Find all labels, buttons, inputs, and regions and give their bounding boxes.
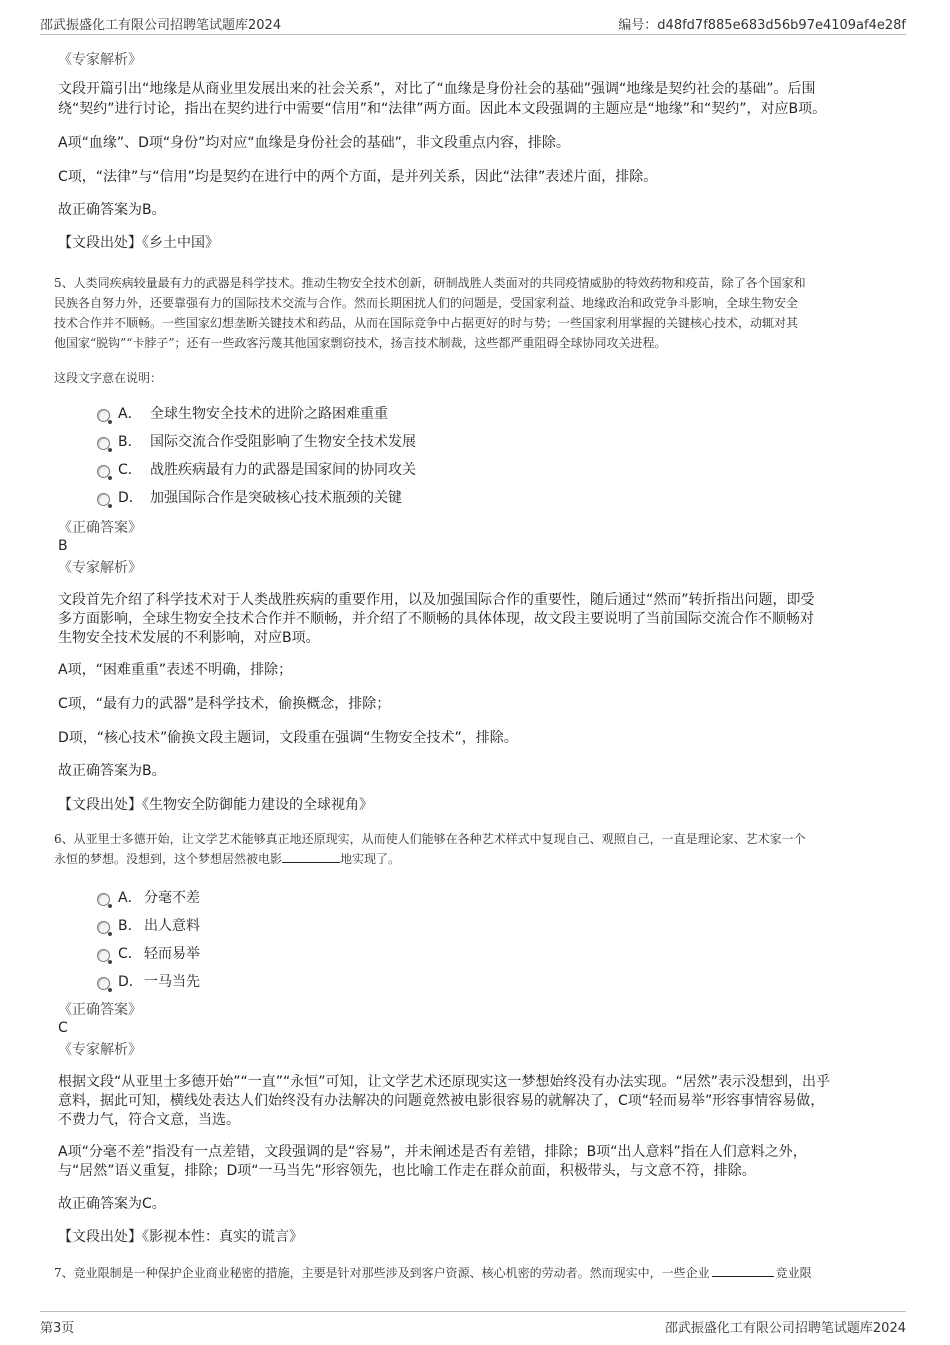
- option-c-analysis: C项，“最有力的武器”是科学技术，偷换概念，排除；: [58, 696, 391, 712]
- page-footer: [40, 1311, 906, 1334]
- stem-text: 永恒的梦想。没想到，这个梦想居然被电影: [54, 852, 283, 866]
- option-a[interactable]: [96, 403, 388, 423]
- radio-button[interactable]: [97, 437, 110, 450]
- conclusion: 故正确答案为C。: [58, 1196, 166, 1212]
- stem-text: 地实现了。: [340, 852, 401, 866]
- options-analysis-line: 与“居然”语义重复，排除；D项“一马当先”形容领先，也比喻工作走在群众前面，积极带头，与文意不符，排除。: [58, 1163, 756, 1179]
- question-stem-line: 5、人类同疾病较量最有力的武器是科学技术。推动生物安全技术创新，研制战胜人类面对的共同疫情威胁的特效药物和疫苗，除了各个国家和: [54, 276, 806, 290]
- conclusion: 故正确答案为B。: [58, 763, 166, 779]
- option-a[interactable]: [96, 887, 200, 907]
- correct-answer: C: [58, 1020, 68, 1036]
- option-text: 出人意料: [144, 918, 200, 934]
- option-letter: C．: [118, 462, 142, 478]
- correct-answer: B: [58, 538, 68, 554]
- option-text: 分毫不差: [144, 890, 200, 906]
- fill-blank: [282, 850, 340, 863]
- option-letter: B．: [118, 918, 142, 934]
- option-letter: A．: [118, 406, 142, 422]
- option-letter: B．: [118, 434, 142, 450]
- option-letter: A．: [118, 890, 142, 906]
- fill-blank: [712, 1264, 774, 1277]
- analysis-line: 文段开篇引出“地缘是从商业里发展出来的社会关系”，对比了“血缘是身份社会的基础”强调“地缘是契约社会的基础”。后围: [58, 81, 816, 97]
- option-c[interactable]: [96, 459, 416, 479]
- analysis-line: 不费力气，符合文意，当选。: [58, 1112, 240, 1128]
- analysis-line: 根据文段“从亚里士多德开始”“一直”“永恒”可知，让文学艺术还原现实这一梦想始终没有办法实现。“居然”表示没想到，出乎: [58, 1074, 831, 1090]
- analysis-line: 文段首先介绍了科学技术对于人类战胜疾病的重要作用，以及加强国际合作的重要性，随后通过“然而”转折指出问题，即受: [58, 592, 815, 608]
- option-c-analysis: C项，“法律”与“信用”均是契约在进行中的两个方面，是并列关系，因此“法律”表述片面，排除。: [58, 169, 658, 185]
- option-a-analysis: A项“血缘”、D项“身份”均对应“血缘是身份社会的基础”，非文段重点内容，排除。: [58, 135, 570, 151]
- question-stem-line: 6、从亚里士多德开始，让文学艺术能够真正地还原现实，从而使人们能够在各种艺术样式中复现自己、观照自己，一直是理论家、艺术家一个: [54, 832, 806, 846]
- option-text: 战胜疾病最有力的武器是国家间的协同攻关: [150, 462, 416, 478]
- option-letter: D．: [118, 974, 143, 990]
- option-d[interactable]: [96, 487, 402, 507]
- option-b[interactable]: [96, 431, 416, 451]
- source: 【文段出处】《乡土中国》: [58, 235, 219, 251]
- option-d-analysis: D项，“核心技术”偷换文段主题词，文段重在强调“生物安全技术”，排除。: [58, 730, 518, 746]
- stem-text: 7、竞业限制是一种保护企业商业秘密的措施，主要是针对那些涉及到客户资源、核心机密的劳动者。然而现实中，一些企业: [54, 1266, 710, 1280]
- option-letter: C．: [118, 946, 142, 962]
- expert-analysis-label: 《专家解析》: [58, 52, 142, 68]
- options-analysis-line: A项“分毫不差”指没有一点差错，文段强调的是“容易”，并未阐述是否有差错，排除；B项“出人意料”指在人们意料之外，: [58, 1144, 807, 1160]
- radio-button[interactable]: [97, 977, 110, 990]
- header-company: 邵武振盛化工有限公司招聘笔试题库2024: [40, 18, 282, 33]
- analysis-line: 多方面影响，全球生物安全技术合作并不顺畅，并介绍了不顺畅的具体体现，故文段主要说明了当前国际交流合作不顺畅对: [58, 611, 814, 627]
- question-stem-line: 他国家“脱钩”“卡脖子”；还有一些政客污蔑其他国家剽窃技术，扬言技术制裁，这些都严重阻碍全球协同攻关进程。: [54, 336, 667, 350]
- radio-button[interactable]: [97, 921, 110, 934]
- expert-analysis-label: 《专家解析》: [58, 1042, 142, 1058]
- option-text: 加强国际合作是突破核心技术瓶颈的关键: [150, 490, 402, 506]
- footer-company: 邵武振盛化工有限公司招聘笔试题库2024: [664, 1321, 906, 1336]
- option-letter: D．: [118, 490, 143, 506]
- radio-button[interactable]: [97, 409, 110, 422]
- question-stem-line: [54, 1263, 812, 1284]
- header-code: 编号：d48fd7f885e683d56b97e4109af4e28f: [618, 18, 906, 33]
- radio-button[interactable]: [97, 893, 110, 906]
- option-text: 国际交流合作受阻影响了生物安全技术发展: [150, 434, 416, 450]
- question-stem-line: [54, 849, 400, 870]
- stem-text: 竞业限: [775, 1266, 812, 1280]
- option-c[interactable]: [96, 943, 200, 963]
- source: 【文段出处】《生物安全防御能力建设的全球视角》: [58, 797, 373, 813]
- expert-analysis-label: 《专家解析》: [58, 560, 142, 576]
- radio-button[interactable]: [97, 493, 110, 506]
- conclusion: 故正确答案为B。: [58, 202, 166, 218]
- option-a-analysis: A项，“困难重重”表述不明确，排除；: [58, 662, 293, 678]
- analysis-line: 生物安全技术发展的不利影响，对应B项。: [58, 630, 320, 646]
- analysis-line: 意料，据此可知，横线处表达人们始终没有办法解决的问题竟然被电影很容易的就解决了，C项“轻而易举”形容事情容易做，: [58, 1093, 825, 1109]
- radio-button[interactable]: [97, 465, 110, 478]
- source: 【文段出处】《影视本性：真实的谎言》: [58, 1229, 303, 1245]
- radio-button[interactable]: [97, 949, 110, 962]
- question-stem-line: 技术合作并不顺畅。一些国家幻想垄断关键技术和药品，从而在国际竞争中占据更好的时与势；一些国家利用掌握的关键核心技术，动辄对其: [54, 316, 799, 330]
- option-text: 全球生物安全技术的进阶之路困难重重: [150, 406, 388, 422]
- option-text: 一马当先: [144, 974, 200, 990]
- correct-answer-label: 《正确答案》: [58, 1002, 142, 1018]
- correct-answer-label: 《正确答案》: [58, 520, 142, 536]
- page-number: 第3页: [40, 1321, 75, 1336]
- question-prompt: 这段文字意在说明：: [54, 371, 163, 385]
- analysis-line: 绕“契约”进行讨论，指出在契约进行中需要“信用”和“法律”两方面。因此本文段强调的主题应是“地缘”和“契约”，对应B项。: [58, 101, 827, 117]
- option-text: 轻而易举: [144, 946, 200, 962]
- option-d[interactable]: [96, 971, 200, 991]
- option-b[interactable]: [96, 915, 200, 935]
- question-stem-line: 民族各自努力外，还要靠强有力的国际技术交流与合作。然而长期困扰人们的问题是，受国家利益、地缘政治和政党争斗影响，全球生物安全: [54, 296, 799, 310]
